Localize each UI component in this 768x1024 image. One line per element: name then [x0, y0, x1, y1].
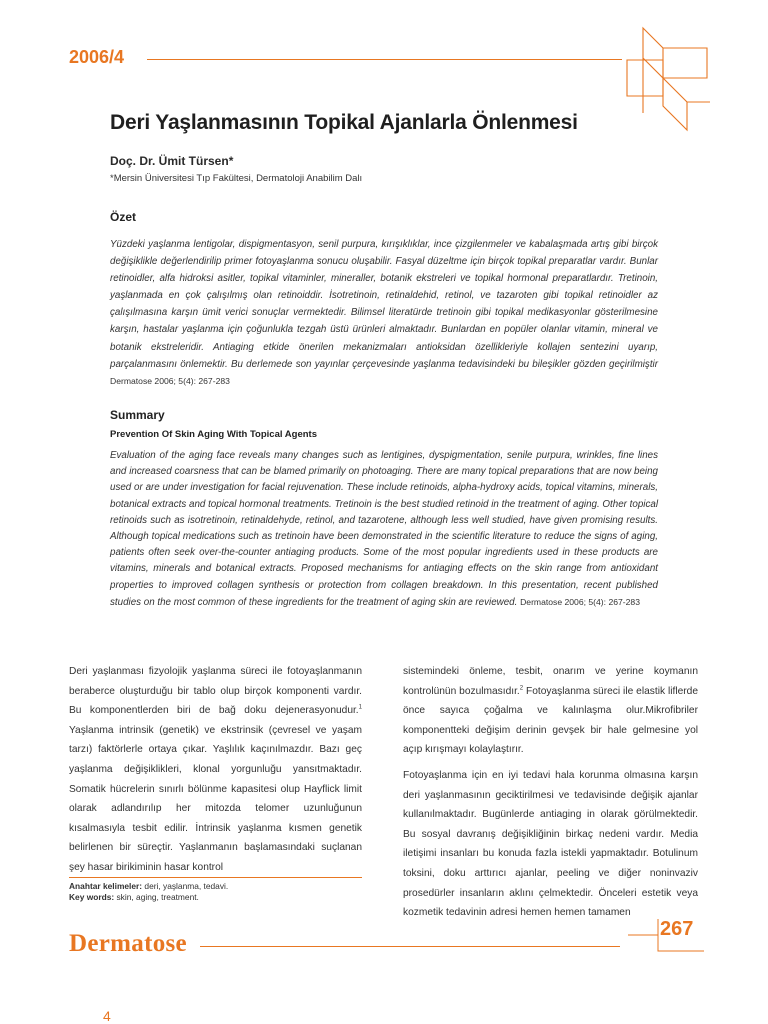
- article-title: Deri Yaşlanmasının Topikal Ajanlarla Önlenmesi: [110, 111, 578, 134]
- body-text: Yaşlanma intrinsik (genetik) ve ekstrinsik (çevresel ve yaşam tarzı) faktörlerle ortaya çıkar. Yaşlılık kaçınılmazdır. Bazı geç yaşlanma değişiklikleri, klonal yorgunluğu yansıtmaktadır. Somatik hücrelerin sınırlı bölünme kapasitesi olup Hayflick limit olarak adlandırılıp her mitozda telomer uzunluğunun kısalmasıyla tesbit edilir. İntrinsik yaşlanma kısmen genetik belirlenen bir süreçtir. Yaşlanmanın başlamasındaki suçlanan şey hasar birikiminin hasar kontrol: [69, 724, 362, 873]
- ozet-abstract: [110, 236, 658, 390]
- summary-citation: Dermatose 2006; 5(4): 267-283: [520, 596, 640, 607]
- body-text: Fotoyaşlanma süreci ile elastik liflerde önce sayıca çoğalma ve kalınlaşma olur.Mikrofibriler komponentteki değişim derinin gevşek bir hale gelmesine yol açıp kırışmayı kolaylaştırır.: [403, 685, 698, 756]
- page-number: 267: [660, 918, 694, 940]
- keywords-rule: [69, 877, 362, 878]
- keywords-turkish: [69, 881, 228, 891]
- body-right-paragraph-2: Fotoyaşlanma için en iyi tedavi hala korunma olmasına karşın deri yaşlanmasının geciktirilmesi ve tedavisinde değişik ajanlar kullanılmaktadır. Bugünlerde antiaging in olarak görülmektedir. Bu sosyal davranış değişikliğinin birkaç nedeni vardır. Media iletişimi insanları bu konuda fazla istekli yapmaktadır. Botulinum toksini, doku arttırıcı ajanlar, peeling ve diğer noninvaziv prosedürler insanların aklını çelmektedir. Önceleri estetik veya kozmetik tedavinin adresi hemen hemen tamamen: [403, 770, 698, 919]
- keywords-en-label: Key words:: [69, 892, 115, 902]
- issue-number: 2006/4: [69, 47, 125, 67]
- corner-mark: 4: [103, 1008, 111, 1024]
- keywords-en-value: skin, aging, treatment.: [114, 892, 199, 902]
- summary-heading: Summary: [110, 408, 165, 422]
- journal-cube-logo: [615, 18, 715, 148]
- header-rule: [147, 59, 622, 60]
- reference-1: 1: [358, 704, 362, 711]
- ozet-citation: Dermatose 2006; 5(4): 267-283: [110, 375, 230, 386]
- keywords-tr-label: Anahtar kelimeler:: [69, 881, 143, 891]
- reference-2: 2: [519, 685, 524, 692]
- summary-text: Evaluation of the aging face reveals many changes such as lentigines, dyspigmentation, senile purpura, wrinkles, fine lines and increased coarsness that can be blamed primarily on photoaging. There are many topical preparations that are now being used or are under investigation for facial rejuvenation. These include retinoids, alpha-hydroxy acids, topical vitamins, minerals, botanical extracts and topical hormonal treatments. Tretinoin is the best studied retinoid in the treatment of aging. Other topical retinoids such as isotretinoin, retinaldehyde, retinol, and tazarotene, although less well studied, have given promising results. Although topical medications such as tretinoin have been demonstrated in the scientific literature to reduce the signs of aging, patients often seek over-the-counter antiaging products. Some of the most popular ingredients used in these products are vitamins, minerals and botanical extracts. Proposed mechanisms for antiaging effects on the skin range from antioxidant properties to improved collagen synthesis or protection from collagen breakdown. In this presentation, recent published studies on the most common of these ingredients for the treatment of aging skin are reviewed.: [110, 450, 658, 608]
- summary-abstract: [110, 448, 658, 611]
- body-right-paragraph-1: [403, 662, 698, 760]
- author-affiliation: *Mersin Üniversitesi Tıp Fakültesi, Dermatoloji Anabilim Dalı: [110, 173, 363, 184]
- body-left-column: [69, 662, 362, 878]
- keywords-tr-value: deri, yaşlanma, tedavi.: [142, 881, 229, 891]
- body-text: sistemindeki önleme, tesbit, onarım ve yerine koymanın kontrolünün bozulmasıdır.: [403, 666, 698, 697]
- author: Doç. Dr. Ümit Türsen*: [110, 154, 234, 168]
- footer-rule: [200, 946, 620, 947]
- summary-subtitle: Prevention Of Skin Aging With Topical Agents: [110, 429, 317, 440]
- journal-name: Dermatose: [69, 930, 187, 957]
- body-text: Deri yaşlanması fizyolojik yaşlanma süreci ile fotoyaşlanmanın beraberce oluşturduğu bir tablo olup birçok komponenti vardır. Bu komponentlerden biri de bağ doku dejenerasyonudur.: [69, 666, 362, 717]
- keywords-english: [69, 892, 199, 902]
- ozet-text: Yüzdeki yaşlanma lentigolar, dispigmentasyon, senil purpura, kırışıklıklar, ince çizgilenmeler ve kabalaşmada artış gibi birçok değişiklikle değerlendirilip primer fotoyaşlanma sonucu oluşabilir. Fasyal düzeltme için birçok topikal preparatlar vardır. Bunlar retinoidler, alfa hidroksi asitler, topikal vitaminler, mineraller, botanik ekstreleri ve topikal hormonal preparatlardır. Tretinoin, yaşlanmada en çok çalışılmış olan retinoiddir. İsotretinoin, retinaldehid, retinol, ve tazaroten gibi topikal retinoidler az çalışılmasına karşın ümit verici sonuçlar vermektedir. Bilimsel literatürde tretinoin gibi topikal medikasyonlar gösterilmesine karşın, hastalar yaşlanma için çoğunlukla tezgah üstü ürünleri almaktadır. Bunlardan en popüler olanlar vitamin, mineral ve botanik ekstreleridir. Antiaging etkide önerilen mekanizmaları antioksidan özellikleriyle kollajen sentezini uyarıp, parçalanmasını önlemektir. Bu derlemede son yayınlar çerçevesinde yaşlanma tedavisindeki bu bileşikler gözden geçirilmiştir: [110, 239, 658, 370]
- ozet-heading: Özet: [110, 210, 137, 224]
